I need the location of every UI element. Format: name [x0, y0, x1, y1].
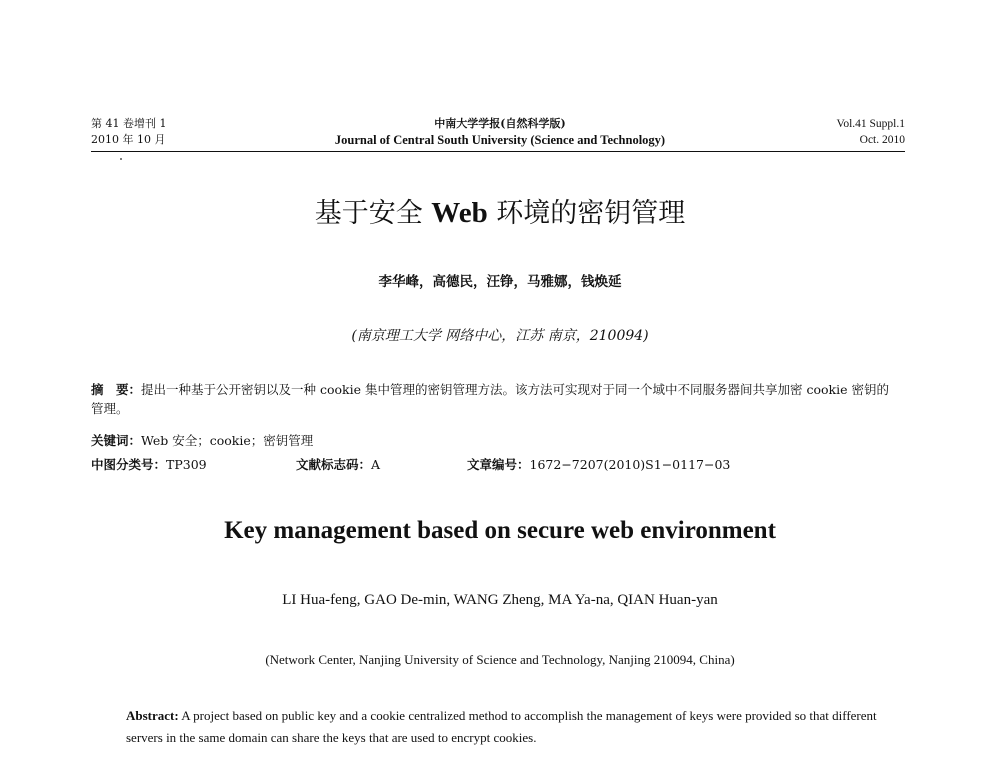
- abstract-en: [126, 705, 906, 749]
- volume-supplement: Vol.41 Suppl.1: [836, 118, 905, 130]
- article-number: [467, 455, 730, 474]
- header-divider: [91, 151, 905, 152]
- doc-code-value: A: [371, 457, 381, 472]
- keywords-zh-text: Web 安全；cookie；密钥管理: [141, 433, 314, 448]
- keywords-zh: [91, 431, 901, 450]
- clc-number: [91, 455, 296, 474]
- volume-issue: 第 41 卷增刊 1: [91, 117, 167, 130]
- month-year: Oct. 2010: [859, 134, 905, 146]
- affiliation-en: (Network Center, Nanjing University of Science and Technology, Nanjing 210094, China): [265, 652, 735, 667]
- affiliation-zh: (南京理工大学 网络中心，江苏 南京，210094): [351, 328, 649, 344]
- article-number-value: 1672−7207(2010)S1−0117−03: [529, 457, 731, 472]
- abstract-zh-label: 摘 要：: [91, 382, 142, 397]
- scan-speck: [120, 158, 122, 160]
- clc-value: TP309: [166, 457, 207, 472]
- abstract-zh: [91, 380, 901, 418]
- journal-name-en: Journal of Central South University (Science and Technology): [334, 133, 666, 147]
- journal-name-zh: 中南大学学报(自然科学版): [434, 117, 566, 130]
- publication-date: 2010 年 10 月: [91, 133, 166, 146]
- authors-zh: 李华峰，高德民，汪铮，马雅娜，钱焕延: [378, 274, 622, 290]
- document-code: [296, 455, 467, 474]
- clc-label: 中图分类号：: [91, 457, 167, 472]
- title-zh-part1: 基于安全: [314, 198, 432, 229]
- authors-en: LI Hua-feng, GAO De-min, WANG Zheng, MA Ya-na, QIAN Huan-yan: [282, 592, 718, 608]
- paper-title-zh: [0, 196, 1000, 231]
- article-number-label: 文章编号：: [467, 457, 530, 472]
- abstract-en-text: A project based on public key and a cookie centralized method to accomplish the management of keys were provided so that different servers in the same domain can share the keys that are used to encrypt cookies.: [126, 708, 877, 745]
- abstract-zh-text: 提出一种基于公开密钥以及一种 cookie 集中管理的密钥管理方法。该方法可实现对于同一个域中不同服务器间共享加密 cookie 密钥的管理。: [91, 382, 889, 416]
- abstract-en-label: Abstract:: [126, 708, 179, 723]
- doc-code-label: 文献标志码：: [296, 457, 372, 472]
- title-zh-web: Web: [431, 197, 488, 229]
- header-right: [837, 116, 905, 148]
- keywords-zh-label: 关键词：: [91, 433, 142, 448]
- classification-line: [91, 455, 901, 474]
- title-zh-part2: 环境的密钥管理: [487, 198, 686, 229]
- paper-title-en: Key management based on secure web environment: [224, 517, 776, 544]
